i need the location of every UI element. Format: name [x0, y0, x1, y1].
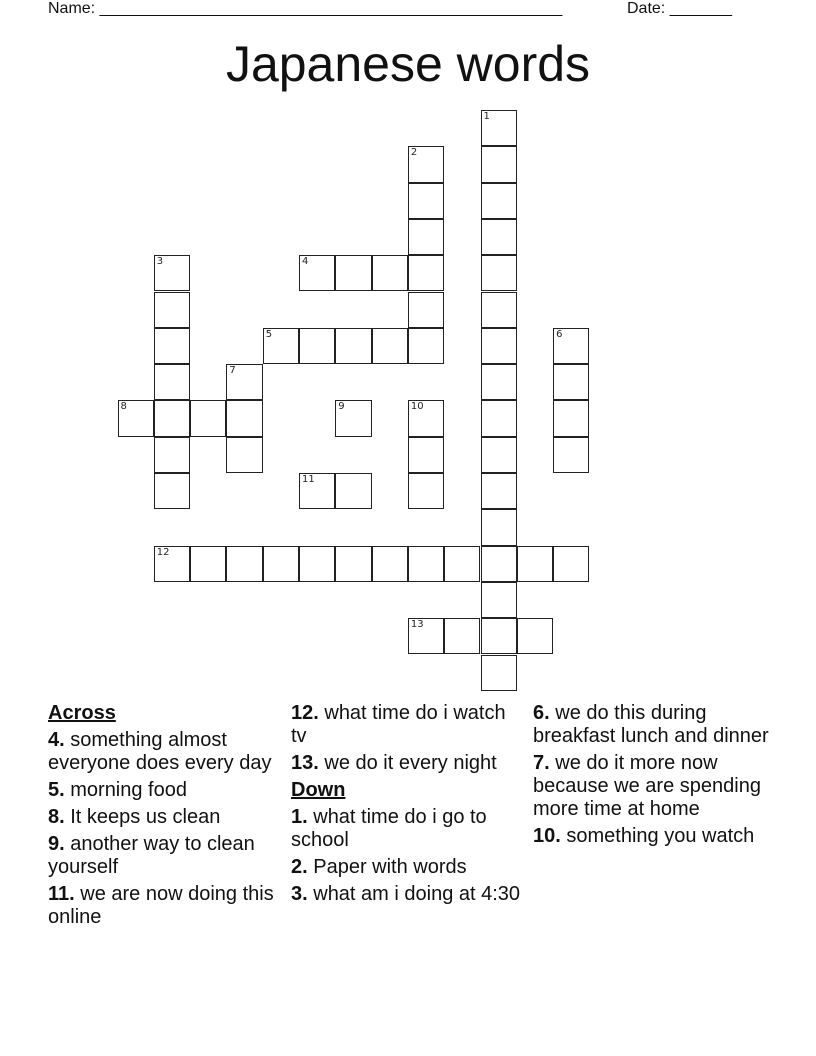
crossword-cell[interactable]: [299, 473, 335, 509]
clue-number: 2.: [291, 856, 308, 878]
clue-number: 5.: [48, 779, 65, 801]
crossword-cell[interactable]: [263, 546, 299, 582]
crossword-cell[interactable]: [553, 437, 589, 473]
crossword-cell[interactable]: [444, 546, 480, 582]
crossword-cell[interactable]: [553, 546, 589, 582]
clue-text: Paper with words: [307, 856, 467, 878]
clue-across-12: [291, 702, 523, 748]
crossword-cell[interactable]: [408, 219, 444, 255]
clue-across-5: [48, 779, 280, 802]
crossword-cell[interactable]: [408, 292, 444, 328]
clue-number: 9.: [48, 833, 65, 855]
clue-down-7: [533, 752, 773, 821]
crossword-cell[interactable]: [408, 618, 444, 654]
crossword-cell[interactable]: [372, 255, 408, 291]
clue-text: something almost everyone does every day: [48, 729, 272, 774]
clue-number: 1.: [291, 806, 308, 828]
crossword-cell[interactable]: [263, 328, 299, 364]
crossword-cell[interactable]: [481, 437, 517, 473]
cell-number: 5: [265, 328, 273, 340]
crossword-cell[interactable]: [372, 546, 408, 582]
crossword-cell[interactable]: [408, 328, 444, 364]
cell-number: 4: [302, 256, 309, 268]
crossword-cell[interactable]: [154, 473, 190, 509]
crossword-cell[interactable]: [553, 328, 589, 364]
clue-text: we do it every night: [318, 752, 497, 774]
crossword-cell[interactable]: [481, 328, 517, 364]
crossword-cell[interactable]: [408, 546, 444, 582]
crossword-cell[interactable]: [408, 146, 444, 182]
clue-text: we do this during breakfast lunch and dinner: [533, 702, 769, 747]
crossword-cell[interactable]: [481, 183, 517, 219]
crossword-cell[interactable]: [154, 400, 190, 436]
cell-number: 2: [410, 147, 418, 159]
clue-column-3: [533, 702, 773, 852]
crossword-cell[interactable]: [408, 183, 444, 219]
clue-number: 8.: [48, 806, 65, 828]
clue-number: 12.: [291, 702, 319, 724]
cell-number: 12: [156, 546, 170, 558]
down-heading: Down: [291, 779, 346, 801]
clue-down-2: [291, 856, 523, 879]
clue-down-1: [291, 806, 523, 852]
clue-text: what am i doing at 4:30: [307, 883, 521, 905]
crossword-cell[interactable]: [335, 255, 371, 291]
across-heading: Across: [48, 702, 116, 724]
crossword-cell[interactable]: [154, 437, 190, 473]
clue-number: 7.: [533, 752, 550, 774]
crossword-cell[interactable]: [299, 546, 335, 582]
cell-number: 6: [556, 328, 563, 340]
clue-text: we are now doing this online: [48, 883, 274, 928]
crossword-cell[interactable]: [335, 473, 371, 509]
clue-text: another way to clean yourself: [48, 833, 255, 878]
cell-number: 11: [302, 474, 315, 485]
crossword-cell[interactable]: [335, 328, 371, 364]
crossword-cell[interactable]: [553, 400, 589, 436]
clue-across-8: [48, 806, 280, 829]
crossword-cell[interactable]: [299, 328, 335, 364]
crossword-cell[interactable]: [226, 437, 262, 473]
crossword-cell[interactable]: [335, 400, 371, 436]
clue-number: 13.: [291, 752, 319, 774]
crossword-cell[interactable]: [481, 364, 517, 400]
crossword-cell[interactable]: [481, 255, 517, 291]
crossword-cell[interactable]: [154, 292, 190, 328]
page-title: Japanese words: [225, 36, 591, 92]
crossword-cell[interactable]: [226, 400, 262, 436]
name-field[interactable]: Name: ____________________________________________________: [48, 0, 563, 17]
clue-number: 4.: [48, 729, 65, 751]
crossword-cell[interactable]: [154, 546, 190, 582]
crossword-cell[interactable]: [517, 618, 553, 654]
crossword-cell[interactable]: [190, 546, 226, 582]
crossword-cell[interactable]: [408, 437, 444, 473]
crossword-cell[interactable]: [481, 110, 517, 146]
clue-text: what time do i go to school: [291, 806, 487, 851]
crossword-cell[interactable]: [408, 473, 444, 509]
clue-across-11: [48, 883, 280, 929]
clue-down-3: [291, 883, 523, 906]
clue-across-9: [48, 833, 280, 879]
crossword-cell[interactable]: [481, 655, 517, 691]
clue-number: 10.: [533, 825, 561, 847]
crossword-cell[interactable]: [444, 618, 480, 654]
crossword-cell[interactable]: [481, 473, 517, 509]
clue-text: what time do i watch tv: [291, 702, 506, 747]
crossword-cell[interactable]: [226, 546, 262, 582]
crossword-cell[interactable]: [517, 546, 553, 582]
crossword-cell[interactable]: [118, 400, 154, 436]
crossword-cell[interactable]: [408, 400, 444, 436]
cell-number: 10: [410, 401, 424, 413]
crossword-cell[interactable]: [481, 219, 517, 255]
crossword-cell[interactable]: [481, 546, 517, 582]
crossword-cell[interactable]: [481, 618, 517, 654]
clue-text: we do it more now because we are spending more time at home: [533, 752, 761, 820]
clue-text: It keeps us clean: [64, 806, 221, 828]
clue-text: morning food: [64, 779, 187, 801]
clue-column-2: [291, 702, 523, 910]
crossword-cell[interactable]: [226, 364, 262, 400]
clue-across-4: [48, 729, 280, 775]
clue-number: 3.: [291, 883, 308, 905]
clue-down-6: [533, 702, 773, 748]
clue-number: 11.: [48, 883, 75, 905]
clue-number: 6.: [533, 702, 550, 724]
crossword-cell[interactable]: [481, 509, 517, 545]
crossword-cell[interactable]: [408, 255, 444, 291]
crossword-cell[interactable]: [154, 255, 190, 291]
crossword-cell[interactable]: [154, 364, 190, 400]
crossword-cell[interactable]: [335, 546, 371, 582]
crossword-cell[interactable]: [190, 400, 226, 436]
crossword-cell[interactable]: [481, 400, 517, 436]
crossword-cell[interactable]: [372, 328, 408, 364]
cell-number: 7: [229, 365, 236, 377]
clue-column-1: [48, 702, 280, 933]
crossword-cell[interactable]: [299, 255, 335, 291]
cell-number: 8: [120, 401, 127, 413]
cell-number: 1: [483, 111, 490, 122]
crossword-cell[interactable]: [481, 146, 517, 182]
date-field[interactable]: Date: _______: [627, 0, 732, 17]
crossword-cell[interactable]: [481, 582, 517, 618]
crossword-cell[interactable]: [553, 364, 589, 400]
crossword-cell[interactable]: [154, 328, 190, 364]
crossword-cell[interactable]: [481, 292, 517, 328]
cell-number: 9: [338, 401, 345, 413]
clue-across-13: [291, 752, 523, 775]
cell-number: 13: [410, 619, 424, 631]
clue-down-10: [533, 825, 773, 848]
clue-text: something you watch: [560, 825, 755, 847]
cell-number: 3: [156, 256, 164, 268]
